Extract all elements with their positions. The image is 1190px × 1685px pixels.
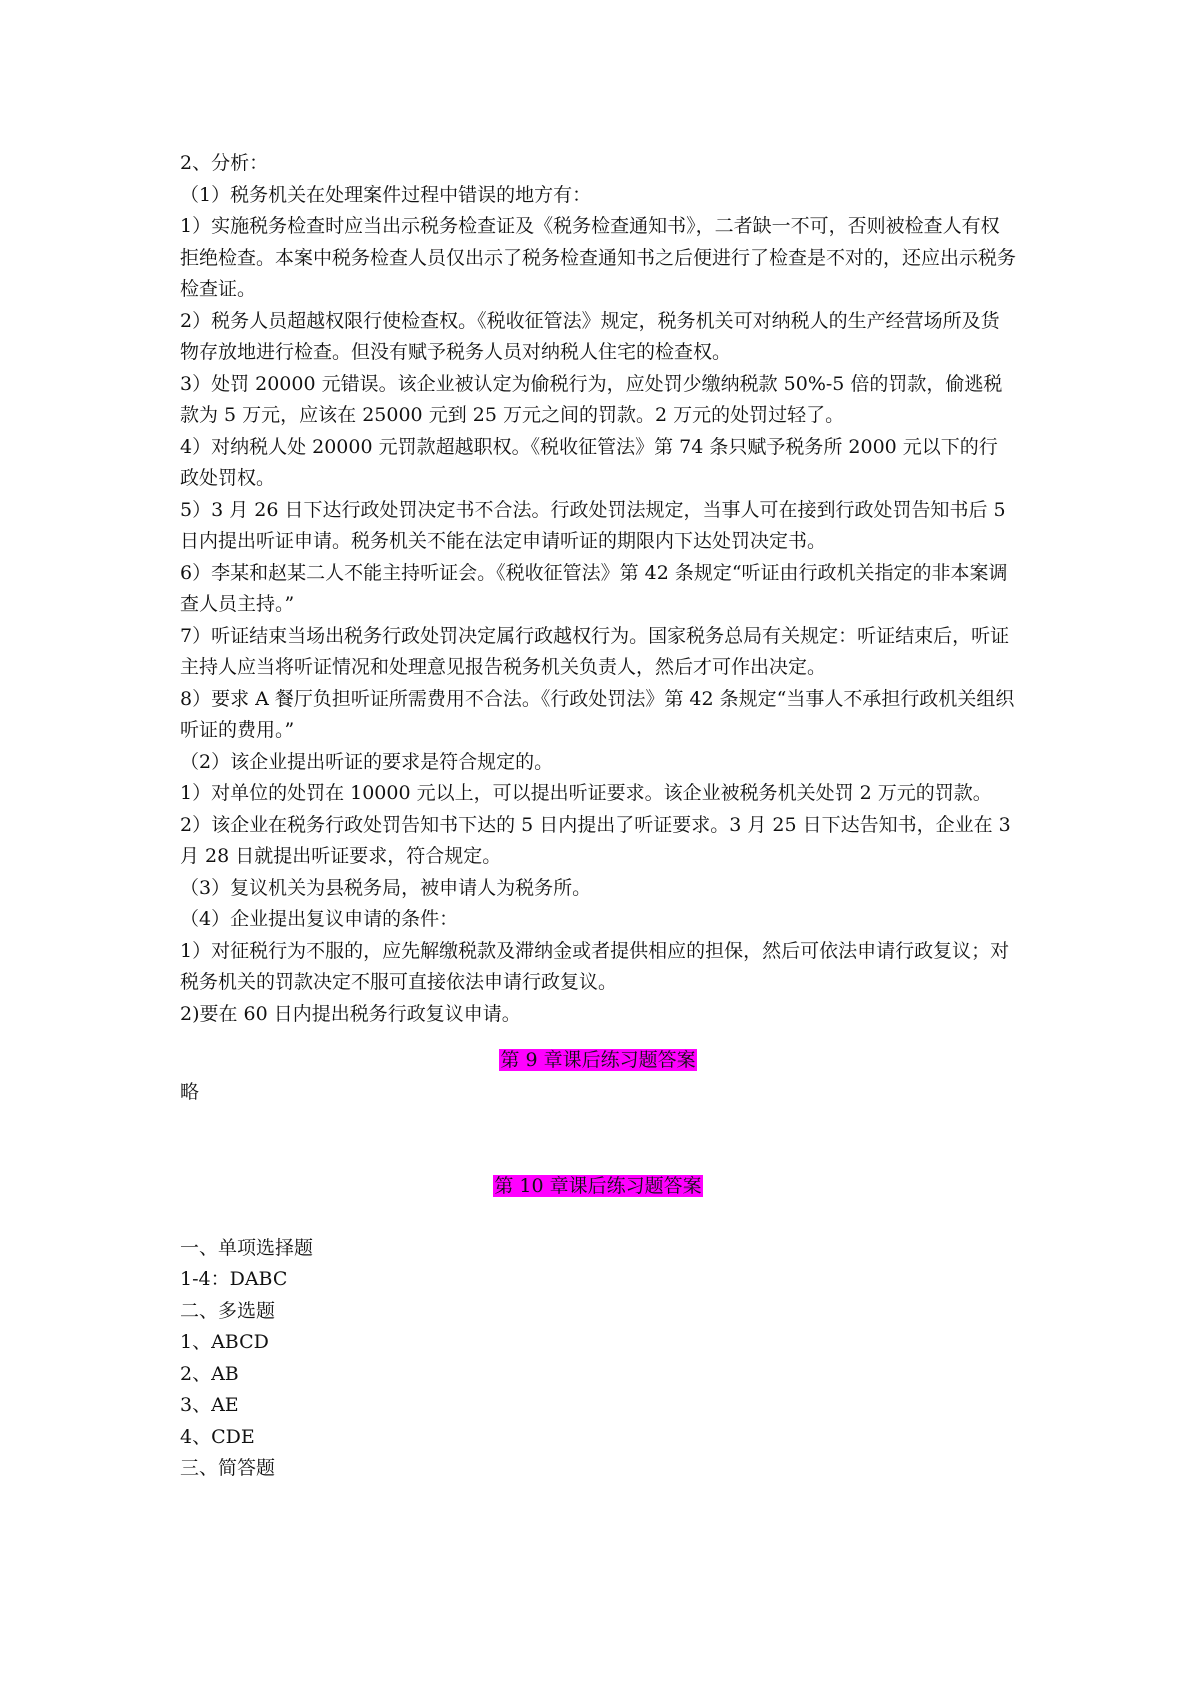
- subheading-review-conditions: （4）企业提出复议申请的条件：: [180, 908, 459, 930]
- section-heading-analysis: 2、分析：: [180, 152, 269, 174]
- subheading-review-organ: （3）复议机关为县税务局，被申请人为税务所。: [180, 876, 592, 899]
- paragraph-error-7: 7）听证结束当场出税务行政处罚决定属行政越权行为。国家税务总局有关规定：听证结束后，听证主持人应当将听证情况和处理意见报告税务机关负责人，然后才可作出决定。: [180, 624, 1010, 678]
- paragraph-error-2: 2）税务人员超越权限行使检查权。《税收征管法》规定，税务机关可对纳税人的生产经营场所及货物存放地进行检查。但没有赋予税务人员对纳税人住宅的检查权。: [180, 309, 1000, 363]
- chapter-10-multi-answer-1: 1、ABCD: [180, 1331, 269, 1353]
- paragraph-error-4: 4）对纳税人处 20000 元罚款超越职权。《税收征管法》第 74 条只赋予税务所 2000 元以下的行政处罚权。: [180, 435, 998, 489]
- subheading-errors: （1）税务机关在处理案件过程中错误的地方有：: [180, 183, 592, 206]
- chapter-9-heading: 第 9 章课后练习题答案: [500, 1049, 696, 1071]
- chapter-10-multi-answer-4: 4、CDE: [180, 1425, 255, 1448]
- chapter-10-short-answer-heading: 三、简答题: [180, 1457, 276, 1479]
- chapter-9-body: 略: [180, 1080, 200, 1103]
- subheading-hearing: （2）该企业提出听证的要求是符合规定的。: [180, 750, 554, 773]
- paragraph-review-1: 1）对征税行为不服的，应先解缴税款及滞纳金或者提供相应的担保，然后可依法申请行政复议；对税务机关的罚款决定不服可直接依法申请行政复议。: [180, 939, 1010, 993]
- document-content: [180, 148, 1016, 1485]
- chapter-10-single-choice-answer: 1-4：DABC: [180, 1268, 288, 1290]
- paragraph-error-5: 5）3 月 26 日下达行政处罚决定书不合法。行政处罚法规定，当事人可在接到行政处罚告知书后 5 日内提出听证申请。税务机关不能在法定申请听证的期限内下达处罚决定书。: [180, 498, 1006, 552]
- paragraph-error-3: 3）处罚 20000 元错误。该企业被认定为偷税行为，应处罚少缴纳税款 50%-5 倍的罚款，偷逃税款为 5 万元，应该在 25000 元到 25 万元之间的罚款。2 万元的处罚过轻了。: [180, 372, 1003, 426]
- chapter-9-heading-row: [180, 1045, 1016, 1077]
- paragraph-error-6: 6）李某和赵某二人不能主持听证会。《税收征管法》第 42 条规定“听证由行政机关指定的非本案调查人员主持。”: [180, 561, 1008, 615]
- chapter-10-heading-row: [180, 1171, 1016, 1203]
- chapter-10-heading: 第 10 章课后练习题答案: [494, 1175, 702, 1197]
- paragraph-error-8: 8）要求 A 餐厅负担听证所需费用不合法。《行政处罚法》第 42 条规定“当事人不承担行政机关组织听证的费用。”: [180, 687, 1015, 741]
- chapter-10-multi-answer-3: 3、AE: [180, 1394, 239, 1416]
- paragraph-review-2: 2)要在 60 日内提出税务行政复议申请。: [180, 1002, 521, 1025]
- chapter-10-single-choice-heading: 一、单项选择题: [180, 1236, 314, 1259]
- paragraph-error-1: 1）实施税务检查时应当出示税务检查证及《税务检查通知书》，二者缺一不可，否则被检查人有权拒绝检查。本案中税务检查人员仅出示了税务检查通知书之后便进行了检查是不对的，还应出示税务检查证。: [180, 215, 1017, 300]
- paragraph-hearing-1: 1）对单位的处罚在 10000 元以上，可以提出听证要求。该企业被税务机关处罚 2 万元的罚款。: [180, 782, 992, 804]
- chapter-10-multi-choice-heading: 二、多选题: [180, 1299, 276, 1322]
- paragraph-hearing-2: 2）该企业在税务行政处罚告知书下达的 5 日内提出了听证要求。3 月 25 日下达告知书，企业在 3 月 28 日就提出听证要求，符合规定。: [180, 813, 1011, 867]
- chapter-10-multi-answer-2: 2、AB: [180, 1362, 239, 1385]
